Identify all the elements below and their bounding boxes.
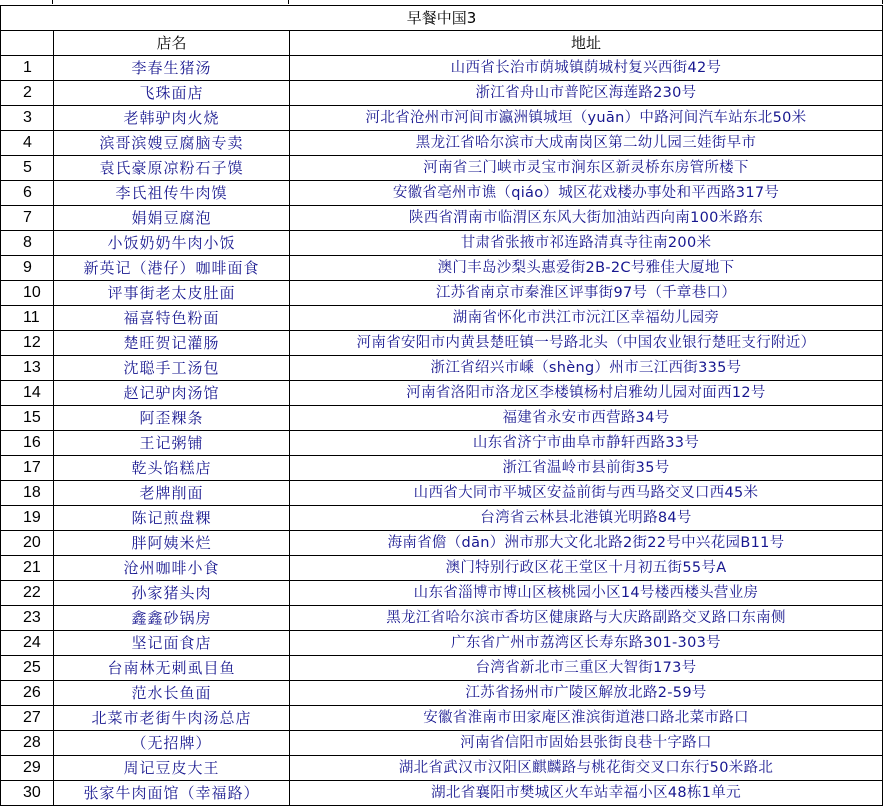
table-row bbox=[1, 681, 883, 706]
row-number-cell[interactable]: 9 bbox=[1, 256, 54, 281]
row-number-cell[interactable]: 16 bbox=[1, 431, 54, 456]
shop-name-cell[interactable]: 台南林无刺虱目鱼 bbox=[54, 656, 290, 681]
shop-name-cell[interactable]: 李氏祖传牛肉馍 bbox=[54, 181, 290, 206]
table-row bbox=[1, 656, 883, 681]
address-cell[interactable]: 黑龙江省哈尔滨市香坊区健康路与大庆路副路交叉路口东南侧 bbox=[290, 606, 883, 631]
row-number-cell[interactable]: 29 bbox=[1, 756, 54, 781]
table-row bbox=[1, 756, 883, 781]
address-cell[interactable]: 福建省永安市西营路34号 bbox=[290, 406, 883, 431]
table-row bbox=[1, 231, 883, 256]
address-cell[interactable]: 山西省长治市荫城镇荫城村复兴西街42号 bbox=[290, 56, 883, 81]
table-row bbox=[1, 706, 883, 731]
table-row bbox=[1, 731, 883, 756]
title-row bbox=[1, 6, 883, 31]
table-row bbox=[1, 406, 883, 431]
table-row bbox=[1, 306, 883, 331]
row-number-cell[interactable]: 15 bbox=[1, 406, 54, 431]
row-number-cell[interactable]: 4 bbox=[1, 131, 54, 156]
shop-name-cell[interactable]: 赵记驴肉汤馆 bbox=[54, 381, 290, 406]
address-cell[interactable]: 浙江省绍兴市嵊（shèng）州市三江西街335号 bbox=[290, 356, 883, 381]
address-cell[interactable]: 陕西省渭南市临渭区东风大街加油站西向南100米路东 bbox=[290, 206, 883, 231]
shop-name-cell[interactable]: 张家牛肉面馆（幸福路） bbox=[54, 781, 290, 806]
table-row bbox=[1, 331, 883, 356]
shop-name-cell[interactable]: 新英记（港仔）咖啡面食 bbox=[54, 256, 290, 281]
row-number-cell[interactable]: 25 bbox=[1, 656, 54, 681]
table-row bbox=[1, 81, 883, 106]
address-cell[interactable]: 甘肃省张掖市祁连路清真寺往南200米 bbox=[290, 231, 883, 256]
address-cell[interactable]: 江苏省扬州市广陵区解放北路2-59号 bbox=[290, 681, 883, 706]
row-number-cell[interactable]: 27 bbox=[1, 706, 54, 731]
shop-name-cell[interactable]: 福喜特色粉面 bbox=[54, 306, 290, 331]
table-row bbox=[1, 156, 883, 181]
shop-name-cell[interactable]: 阿歪粿条 bbox=[54, 406, 290, 431]
shop-name-cell[interactable]: 老韩驴肉火烧 bbox=[54, 106, 290, 131]
row-number-cell[interactable]: 28 bbox=[1, 731, 54, 756]
shop-name-cell[interactable]: 楚旺贺记灌肠 bbox=[54, 331, 290, 356]
table-row bbox=[1, 606, 883, 631]
shop-name-cell[interactable]: 李春生猪汤 bbox=[54, 56, 290, 81]
shop-name-cell[interactable]: 坚记面食店 bbox=[54, 631, 290, 656]
table-row bbox=[1, 431, 883, 456]
shop-name-cell[interactable]: 沧州咖啡小食 bbox=[54, 556, 290, 581]
table-row bbox=[1, 356, 883, 381]
address-cell[interactable]: 河南省三门峡市灵宝市涧东区新灵桥东房管所楼下 bbox=[290, 156, 883, 181]
row-number-cell[interactable]: 17 bbox=[1, 456, 54, 481]
row-number-cell[interactable]: 8 bbox=[1, 231, 54, 256]
row-number-cell[interactable]: 6 bbox=[1, 181, 54, 206]
address-cell[interactable]: 台湾省新北市三重区大智街173号 bbox=[290, 656, 883, 681]
shop-name-cell[interactable]: 老牌削面 bbox=[54, 481, 290, 506]
row-number-cell[interactable]: 10 bbox=[1, 281, 54, 306]
shop-name-cell[interactable]: 滨哥滨嫂豆腐脑专卖 bbox=[54, 131, 290, 156]
header-address[interactable]: 地址 bbox=[290, 31, 883, 56]
shop-name-cell[interactable]: （无招牌） bbox=[54, 731, 290, 756]
table-row bbox=[1, 481, 883, 506]
header-row bbox=[1, 31, 883, 56]
row-number-cell[interactable]: 1 bbox=[1, 56, 54, 81]
top-strip bbox=[0, 0, 883, 4]
shop-name-cell[interactable]: 乾头馅糕店 bbox=[54, 456, 290, 481]
row-number-cell[interactable]: 24 bbox=[1, 631, 54, 656]
table-row bbox=[1, 381, 883, 406]
shop-name-cell[interactable]: 王记粥铺 bbox=[54, 431, 290, 456]
address-cell[interactable]: 江苏省南京市秦淮区评事街97号（千章巷口） bbox=[290, 281, 883, 306]
row-number-cell[interactable]: 30 bbox=[1, 781, 54, 806]
sheet-title[interactable]: 早餐中国3 bbox=[1, 6, 883, 31]
shop-name-cell[interactable]: 胖阿姨米烂 bbox=[54, 531, 290, 556]
address-cell[interactable]: 广东省广州市荔湾区长寿东路301-303号 bbox=[290, 631, 883, 656]
row-number-cell[interactable]: 14 bbox=[1, 381, 54, 406]
table-row bbox=[1, 256, 883, 281]
address-cell[interactable]: 浙江省温岭市县前街35号 bbox=[290, 456, 883, 481]
row-number-cell[interactable]: 11 bbox=[1, 306, 54, 331]
address-cell[interactable]: 安徽省淮南市田家庵区淮滨街道港口路北菜市路口 bbox=[290, 706, 883, 731]
address-cell[interactable]: 河北省沧州市河间市瀛洲镇城垣（yuān）中路河间汽车站东北50米 bbox=[290, 106, 883, 131]
address-cell[interactable]: 澳门特别行政区花王堂区十月初五街55号A bbox=[290, 556, 883, 581]
row-number-cell[interactable]: 26 bbox=[1, 681, 54, 706]
shop-name-cell[interactable]: 飞珠面店 bbox=[54, 81, 290, 106]
table-row bbox=[1, 531, 883, 556]
table-row bbox=[1, 56, 883, 81]
table-row bbox=[1, 456, 883, 481]
strip-cell bbox=[289, 0, 883, 4]
table-row bbox=[1, 781, 883, 806]
shop-name-cell[interactable]: 娟娟豆腐泡 bbox=[54, 206, 290, 231]
header-no[interactable] bbox=[1, 31, 54, 56]
strip-cell bbox=[53, 0, 289, 4]
shop-name-cell[interactable]: 鑫鑫砂锅房 bbox=[54, 606, 290, 631]
shop-name-cell[interactable]: 孙家猪头肉 bbox=[54, 581, 290, 606]
address-cell[interactable]: 河南省洛阳市洛龙区李楼镇杨村启雅幼儿园对面西12号 bbox=[290, 381, 883, 406]
shop-name-cell[interactable]: 北菜市老街牛肉汤总店 bbox=[54, 706, 290, 731]
address-cell[interactable]: 湖南省怀化市洪江市沅江区幸福幼儿园旁 bbox=[290, 306, 883, 331]
row-number-cell[interactable]: 5 bbox=[1, 156, 54, 181]
table-row bbox=[1, 631, 883, 656]
address-cell[interactable]: 台湾省云林县北港镇光明路84号 bbox=[290, 506, 883, 531]
row-number-cell[interactable]: 18 bbox=[1, 481, 54, 506]
shop-name-cell[interactable]: 袁氏豪原凉粉石子馍 bbox=[54, 156, 290, 181]
table-row bbox=[1, 206, 883, 231]
address-cell[interactable]: 山东省淄博市博山区核桃园小区14号楼西楼头营业房 bbox=[290, 581, 883, 606]
table-row bbox=[1, 106, 883, 131]
shop-name-cell[interactable]: 沈聪手工汤包 bbox=[54, 356, 290, 381]
row-number-cell[interactable]: 19 bbox=[1, 506, 54, 531]
address-cell[interactable]: 湖北省武汉市汉阳区麒麟路与桃花街交叉口东行50米路北 bbox=[290, 756, 883, 781]
table-row bbox=[1, 281, 883, 306]
table-row bbox=[1, 581, 883, 606]
row-number-cell[interactable]: 2 bbox=[1, 81, 54, 106]
address-cell[interactable]: 澳门丰岛沙梨头惠爱街2B-2C号雅佳大厦地下 bbox=[290, 256, 883, 281]
shop-name-cell[interactable]: 小饭奶奶牛肉小饭 bbox=[54, 231, 290, 256]
address-cell[interactable]: 黑龙江省哈尔滨市大成南岗区第二幼儿园三娃街早市 bbox=[290, 131, 883, 156]
row-number-cell[interactable]: 21 bbox=[1, 556, 54, 581]
row-number-cell[interactable]: 13 bbox=[1, 356, 54, 381]
address-cell[interactable]: 河南省信阳市固始县张街良巷十字路口 bbox=[290, 731, 883, 756]
table-row bbox=[1, 131, 883, 156]
spreadsheet-table bbox=[0, 5, 883, 806]
table-row bbox=[1, 181, 883, 206]
table-row bbox=[1, 556, 883, 581]
row-number-cell[interactable]: 7 bbox=[1, 206, 54, 231]
address-cell[interactable]: 安徽省亳州市谯（qiáo）城区花戏楼办事处和平西路317号 bbox=[290, 181, 883, 206]
table-row bbox=[1, 506, 883, 531]
address-cell[interactable]: 山西省大同市平城区安益前街与西马路交叉口西45米 bbox=[290, 481, 883, 506]
row-number-cell[interactable]: 23 bbox=[1, 606, 54, 631]
address-cell[interactable]: 湖北省襄阳市樊城区火车站幸福小区48栋1单元 bbox=[290, 781, 883, 806]
row-number-cell[interactable]: 12 bbox=[1, 331, 54, 356]
address-cell[interactable]: 河南省安阳市内黄县楚旺镇一号路北头（中国农业银行楚旺支行附近） bbox=[290, 331, 883, 356]
address-cell[interactable]: 浙江省舟山市普陀区海莲路230号 bbox=[290, 81, 883, 106]
header-name[interactable]: 店名 bbox=[54, 31, 290, 56]
shop-name-cell[interactable]: 陈记煎盘粿 bbox=[54, 506, 290, 531]
strip-cell bbox=[0, 0, 53, 4]
shop-name-cell[interactable]: 范水长鱼面 bbox=[54, 681, 290, 706]
row-number-cell[interactable]: 22 bbox=[1, 581, 54, 606]
shop-name-cell[interactable]: 评事街老太皮肚面 bbox=[54, 281, 290, 306]
shop-name-cell[interactable]: 周记豆皮大王 bbox=[54, 756, 290, 781]
row-number-cell[interactable]: 3 bbox=[1, 106, 54, 131]
row-number-cell[interactable]: 20 bbox=[1, 531, 54, 556]
address-cell[interactable]: 海南省儋（dān）洲市那大文化北路2街22号中兴花园B11号 bbox=[290, 531, 883, 556]
address-cell[interactable]: 山东省济宁市曲阜市静轩西路33号 bbox=[290, 431, 883, 456]
